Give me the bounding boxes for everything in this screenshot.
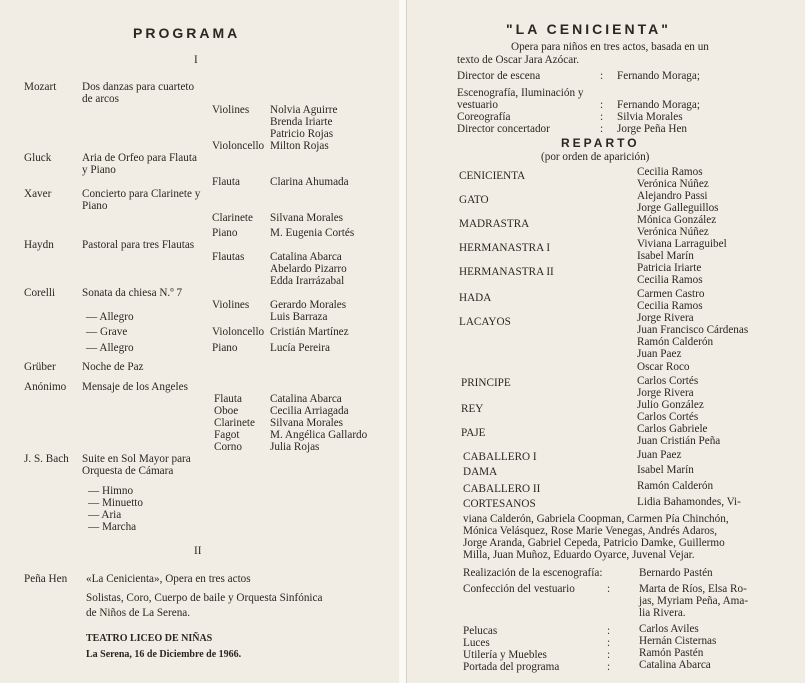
movement: — Marcha <box>88 521 137 533</box>
performer: Gerardo Morales <box>270 299 347 311</box>
work-details: de Niños de La Serena. <box>86 607 191 619</box>
cast-role: DAMA <box>463 466 498 478</box>
program-title: PROGRAMA <box>133 25 241 41</box>
cast-actor: Oscar Roco <box>637 361 690 373</box>
work-title: Suite en Sol Mayor para <box>82 453 191 465</box>
cast-heading: REPARTO <box>561 136 640 150</box>
composer: Haydn <box>24 239 54 251</box>
cast-role: GATO <box>459 194 489 206</box>
crew-colon: : <box>600 123 604 135</box>
cast-role: LACAYOS <box>459 316 511 328</box>
performer: Lucía Pereira <box>270 342 330 354</box>
composer: Grüber <box>24 361 56 373</box>
movement: — Minuetto <box>88 497 144 509</box>
cast-role: HERMANASTRA I <box>459 242 551 254</box>
work-title: Mensaje de los Angeles <box>82 381 188 393</box>
right-page <box>406 0 805 683</box>
credit-colon: : <box>607 649 611 661</box>
left-page <box>0 0 400 683</box>
composer: Xaver <box>24 188 52 200</box>
instrument: Oboe <box>214 405 239 417</box>
cast-actor: Carlos Cortés <box>637 375 699 387</box>
composer: Corelli <box>24 287 56 299</box>
credit-role: Portada del programa <box>463 661 560 673</box>
performer: Patricio Rojas <box>270 128 334 140</box>
cast-role: CORTESANOS <box>463 498 536 510</box>
cast-actor: Mónica González <box>637 214 717 226</box>
instrument: Fagot <box>214 429 240 441</box>
credit-name: Ramón Pastén <box>639 647 704 659</box>
instrument: Corno <box>214 441 242 453</box>
credit-role: Realización de la escenografía: <box>463 567 603 579</box>
cast-subheading: (por orden de aparición) <box>541 151 650 163</box>
instrument: Piano <box>212 342 238 354</box>
cast-role: CENICIENTA <box>459 170 526 182</box>
cast-actor: viana Calderón, Gabriela Coopman, Carmen Pía Chinchón, <box>463 513 729 525</box>
composer: Mozart <box>24 81 57 93</box>
composer: J. S. Bach <box>24 453 69 465</box>
credit-colon: : <box>607 583 611 595</box>
credit-role: Utilería y Muebles <box>463 649 547 661</box>
crew-name: Fernando Moraga; <box>617 99 700 111</box>
work-title: Concierto para Clarinete y <box>82 188 201 200</box>
performer: M. Eugenia Cortés <box>270 227 355 239</box>
work-title: y Piano <box>82 164 116 176</box>
cast-actor: Julio González <box>637 399 704 411</box>
cast-role: PAJE <box>461 427 486 439</box>
credit-name: Carlos Aviles <box>639 623 699 635</box>
cast-actor: Jorge Rivera <box>637 387 694 399</box>
instrument: Flautas <box>212 251 245 263</box>
movement: — Allegro <box>86 342 134 354</box>
cast-actor: Verónica Núñez <box>637 178 709 190</box>
cast-actor: Ramón Calderón <box>637 480 714 492</box>
cast-role: HADA <box>459 292 492 304</box>
opera-subtitle: texto de Oscar Jara Azócar. <box>457 54 580 66</box>
credit-role: Luces <box>463 637 490 649</box>
instrument: Violines <box>212 299 250 311</box>
work-details: Solistas, Coro, Cuerpo de baile y Orquesta Sinfónica <box>86 592 323 604</box>
crew-name: Jorge Peña Hen <box>617 123 688 135</box>
cast-role: REY <box>461 403 484 415</box>
cast-role: PRINCIPE <box>461 377 511 389</box>
composer: Anónimo <box>24 381 67 393</box>
crew-name: Fernando Moraga; <box>617 70 700 82</box>
cast-actor: Jorge Galleguillos <box>637 202 719 214</box>
credit-name: lia Rivera. <box>639 607 686 619</box>
cast-actor: Cecilia Ramos <box>637 166 703 178</box>
performer: Catalina Abarca <box>270 251 342 263</box>
cast-actor: Lidia Bahamondes, Vi- <box>637 496 741 508</box>
cast-actor: Cecilia Ramos <box>637 300 703 312</box>
cast-actor: Jorge Rivera <box>637 312 694 324</box>
composer: Gluck <box>24 152 52 164</box>
performer: Cecilia Arriagada <box>270 405 349 417</box>
performer: Catalina Abarca <box>270 393 342 405</box>
movement: — Grave <box>86 326 128 338</box>
work-title: Sonata da chiesa N.º 7 <box>82 287 183 299</box>
work-title: Pastoral para tres Flautas <box>82 239 195 251</box>
cast-actor: Viviana Larraguibel <box>637 238 727 250</box>
performer: Clarina Ahumada <box>270 176 349 188</box>
work-title: Piano <box>82 200 108 212</box>
cast-actor: Juan Cristián Peña <box>637 435 721 447</box>
cast-actor: Alejandro Passi <box>637 190 708 202</box>
work-title: Noche de Paz <box>82 361 144 373</box>
credit-colon: : <box>607 661 611 673</box>
crew-colon: : <box>600 70 604 82</box>
cast-actor: Milla, Juan Muñoz, Eduardo Oyarce, Juvenal Vejar. <box>463 549 695 561</box>
cast-role: HERMANASTRA II <box>459 266 554 278</box>
performer: M. Angélica Gallardo <box>270 429 368 441</box>
cast-role: CABALLERO I <box>463 451 537 463</box>
performer: Silvana Morales <box>270 212 344 224</box>
instrument: Violoncello <box>212 326 265 338</box>
date: La Serena, 16 de Diciembre de 1966. <box>86 649 242 660</box>
work-title: Orquesta de Cámara <box>82 465 174 477</box>
credit-colon: : <box>607 637 611 649</box>
instrument: Piano <box>212 227 238 239</box>
crew-colon: : <box>600 111 604 123</box>
cast-actor: Verónica Núñez <box>637 226 709 238</box>
instrument: Flauta <box>212 176 240 188</box>
opera-subtitle: Opera para niños en tres actos, basada en un <box>511 41 709 53</box>
credit-role: Pelucas <box>463 625 498 637</box>
cast-actor: Carlos Cortés <box>637 411 699 423</box>
crew-role: Coreografía <box>457 111 511 123</box>
credit-name: Marta de Ríos, Elsa Ro- <box>639 583 747 595</box>
crew-role: Director de escena <box>457 70 541 82</box>
composer: Peña Hen <box>24 573 68 585</box>
venue: TEATRO LICEO DE NIÑAS <box>86 633 213 644</box>
cast-actor: Juan Paez <box>637 449 682 461</box>
cast-actor: Jorge Aranda, Gabriel Cepeda, Patricio Damke, Guillermo <box>463 537 725 549</box>
credit-role: Confección del vestuario <box>463 583 575 595</box>
work-title: «La Cenicienta», Opera en tres actos <box>86 573 251 585</box>
cast-actor: Patricia Iriarte <box>637 262 702 274</box>
cast-actor: Mónica Velásquez, Rose Marie Venegas, Andrés Adaros, <box>463 525 718 537</box>
performer: Luis Barraza <box>270 311 328 323</box>
movement: — Aria <box>88 509 122 521</box>
performer: Brenda Iriarte <box>270 116 333 128</box>
instrument: Clarinete <box>212 212 254 224</box>
movement: — Himno <box>88 485 134 497</box>
cast-role: MADRASTRA <box>459 218 530 230</box>
instrument: Violoncello <box>212 140 265 152</box>
performer: Edda Irarrázabal <box>270 275 345 287</box>
work-title: Dos danzas para cuarteto <box>82 81 195 93</box>
cast-actor: Carlos Gabriele <box>637 423 708 435</box>
credit-name: Bernardo Pastén <box>639 567 713 579</box>
cast-actor: Cecilia Ramos <box>637 274 703 286</box>
instrument: Violines <box>212 104 250 116</box>
cast-actor: Isabel Marín <box>637 250 694 262</box>
cast-actor: Juan Paez <box>637 348 682 360</box>
crew-role: Escenografía, Iluminación y <box>457 87 584 99</box>
crew-role: Director concertador <box>457 123 550 135</box>
performer: Milton Rojas <box>270 140 329 152</box>
opera-title: "LA CENICIENTA" <box>506 21 671 37</box>
page-gutter <box>399 0 406 683</box>
cast-actor: Isabel Marín <box>637 464 694 476</box>
work-title: Aria de Orfeo para Flauta <box>82 152 197 164</box>
instrument: Flauta <box>214 393 242 405</box>
crew-colon: : <box>600 99 604 111</box>
performer: Cristián Martínez <box>270 326 349 338</box>
part-two-heading: II <box>194 545 202 557</box>
performer: Silvana Morales <box>270 417 344 429</box>
cast-role: CABALLERO II <box>463 483 541 495</box>
crew-role: vestuario <box>457 99 499 111</box>
performer: Julia Rojas <box>270 441 320 453</box>
credit-name: jas, Myriam Peña, Ama- <box>639 595 749 607</box>
credit-name: Catalina Abarca <box>639 659 711 671</box>
work-title: de arcos <box>82 93 119 105</box>
cast-actor: Carmen Castro <box>637 288 705 300</box>
performer: Nolvia Aguirre <box>270 104 338 116</box>
part-one-heading: I <box>194 54 198 66</box>
movement: — Allegro <box>86 311 134 323</box>
cast-actor: Juan Francisco Cárdenas <box>637 324 749 336</box>
crew-name: Silvia Morales <box>617 111 683 123</box>
performer: Abelardo Pizarro <box>270 263 347 275</box>
credit-name: Hernán Cisternas <box>639 635 717 647</box>
credit-colon: : <box>607 625 611 637</box>
instrument: Clarinete <box>214 417 256 429</box>
cast-actor: Ramón Calderón <box>637 336 714 348</box>
